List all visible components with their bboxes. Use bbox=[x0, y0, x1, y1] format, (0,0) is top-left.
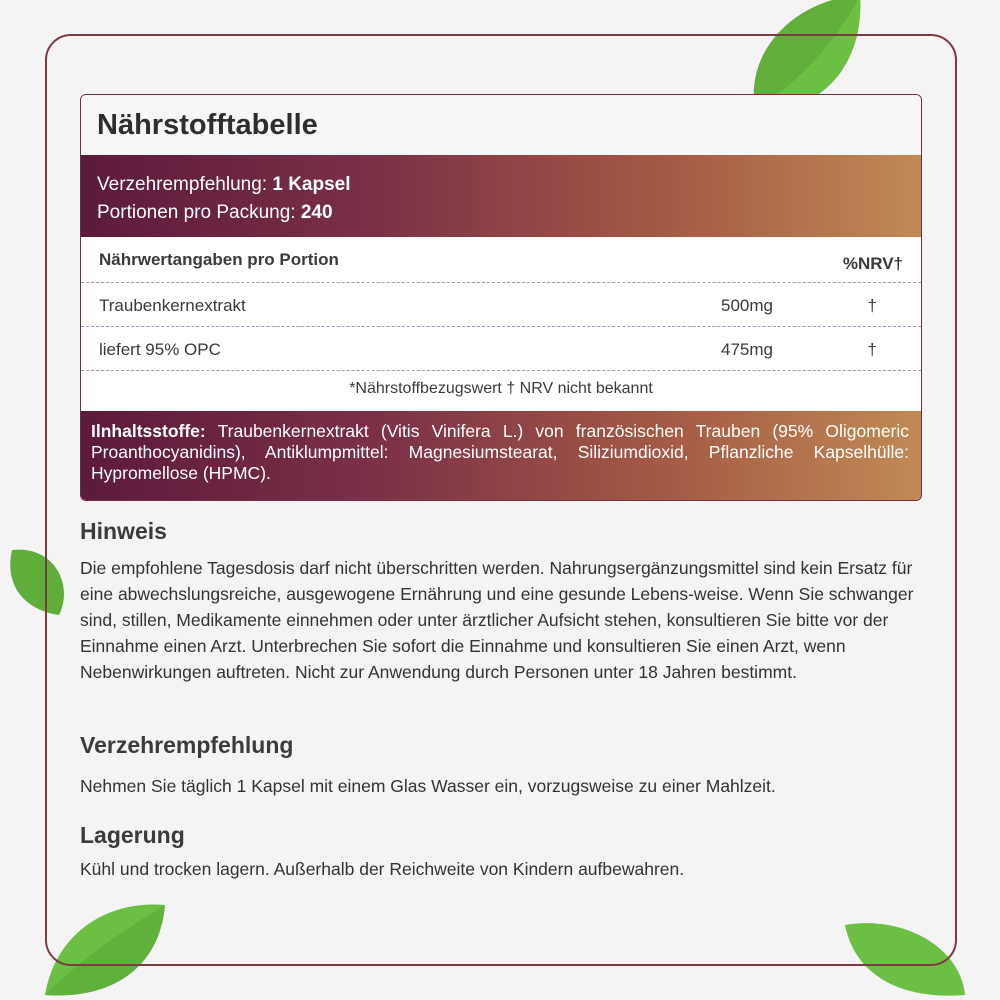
serving-info bbox=[81, 155, 921, 237]
row-nrv: † bbox=[867, 296, 877, 315]
row-name: liefert 95% OPC bbox=[99, 340, 221, 359]
table-row bbox=[81, 327, 921, 371]
portions-value: 240 bbox=[300, 202, 333, 223]
row-amount: 500mg bbox=[721, 296, 773, 315]
portions-line bbox=[97, 199, 921, 227]
row-nrv: † bbox=[867, 340, 877, 359]
hinweis-text: Die empfohlene Tagesdosis darf nicht überschritten werden. Nahrungsergänzungsmittel sind kein Ersatz für eine abwechslungsreiche, ausgewogene Ernährung und eine gesunde Lebens-weise. Wenn Sie schwanger sind, stillen, Medikamente einnehmen oder unter ärztlicher Aufsicht stehen, konsultieren Sie bitte vor der Einnahme einen Arzt. Unterbrechen Sie sofort die Einnahme und konsultieren Sie einen Arzt, wenn Nebenwirkungen auftreten. Nicht zur Anwendung durch Personen unter 18 Jahren bestimmt. bbox=[80, 558, 914, 682]
ingredients-text: Traubenkernextrakt (Vitis Vinifera L.) von französischen Trauben (95% Oligomeric Proanthocyanidins), Antiklumpmittel: Magnesiumstearat, Siliziumdioxid, Pflanzliche Kapselhülle: Hypromellose (HPMC). bbox=[91, 421, 910, 483]
serving-value: 1 Kapsel bbox=[272, 174, 351, 195]
lagerung-title: Lagerung bbox=[80, 822, 185, 848]
nutrition-table bbox=[80, 94, 922, 501]
verzehr-title: Verzehrempfehlung bbox=[80, 732, 294, 758]
hinweis-title: Hinweis bbox=[80, 518, 167, 544]
ingredients-label: Ilnhaltsstoffe: bbox=[91, 421, 206, 441]
table-title: Nährstofftabelle bbox=[81, 95, 921, 155]
ingredients-block bbox=[81, 411, 921, 501]
table-footnote: *Nährstoffbezugswert † NRV nicht bekannt bbox=[81, 371, 921, 411]
row-name: Traubenkernextrakt bbox=[99, 296, 246, 315]
row-amount: 475mg bbox=[721, 340, 773, 359]
header-left: Nährwertangaben pro Portion bbox=[99, 250, 339, 269]
header-right: %NRV† bbox=[842, 254, 903, 273]
table-header-row bbox=[81, 237, 921, 283]
serving-label: Verzehrempfehlung: bbox=[97, 174, 268, 195]
table-row bbox=[81, 283, 921, 327]
serving-line bbox=[97, 171, 921, 199]
portions-label: Portionen pro Packung: bbox=[97, 202, 296, 223]
verzehr-text: Nehmen Sie täglich 1 Kapsel mit einem Glas Wasser ein, vorzugsweise zu einer Mahlzeit. bbox=[80, 776, 776, 796]
lagerung-text: Kühl und trocken lagern. Außerhalb der Reichweite von Kindern aufbewahren. bbox=[80, 859, 685, 879]
